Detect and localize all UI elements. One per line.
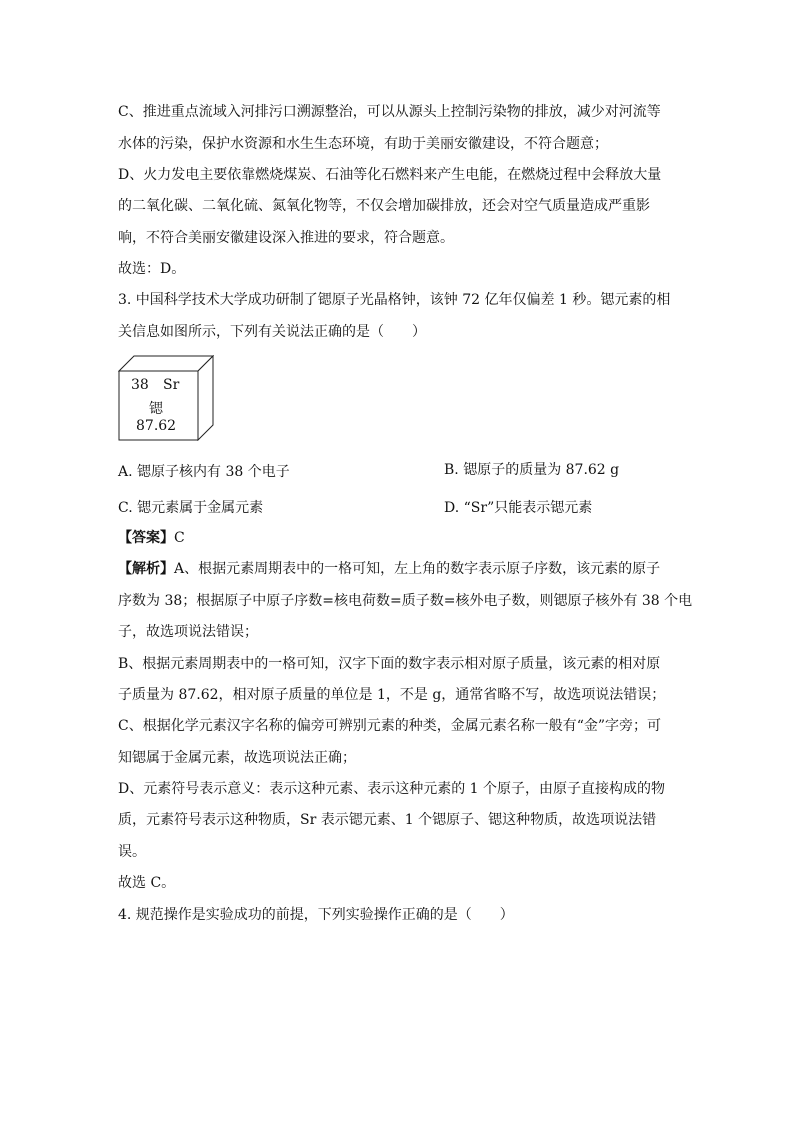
analysis-line: 子，故选项说法错误； (118, 624, 258, 640)
analysis-line: C、根据化学元素汉字名称的偏旁可辨别元素的种类，金属元素名称一般有“金”字旁；可 (118, 718, 662, 734)
analysis-label: 【解析】 (118, 561, 174, 577)
text-line: 的二氧化碳、二氧化硫、氮氧化物等，不仅会增加碳排放，还会对空气质量造成严重影 (118, 198, 650, 214)
analysis-line: 序数为 38；根据原子中原子序数=核电荷数=质子数=核外电子数，则锶原子核外有 38 个电 (118, 593, 693, 609)
analysis-line: D、元素符号表示意义：表示这种元素、表示这种元素的 1 个原子，由原子直接构成的物 (118, 781, 666, 797)
text-line: C、推进重点流域入河排污口溯源整治，可以从源头上控制污染物的排放，减少对河流等 (118, 104, 661, 120)
option-c: C. 锶元素属于金属元素 (118, 500, 264, 516)
analysis-line: 知锶属于金属元素，故选项说法正确； (118, 750, 356, 766)
text-line: D、火力发电主要依靠燃烧煤炭、石油等化石燃料来产生电能，在燃烧过程中会释放大量 (118, 167, 662, 183)
analysis-line: 误。 (118, 844, 146, 860)
option-a: A. 锶原子核内有 38 个电子 (118, 464, 290, 480)
answer-value: C (174, 530, 185, 546)
analysis-line (118, 559, 660, 579)
analysis-line: 质，元素符号表示这种物质，Sr 表示锶元素、1 个锶原子、锶这种物质，故选项说法错 (118, 812, 657, 828)
answer-label: 【答案】 (118, 530, 174, 546)
element-name: 锶 (149, 401, 163, 417)
answer-line (118, 528, 185, 548)
option-b: B. 锶原子的质量为 87.62 g (444, 462, 620, 478)
option-d: D. “Sr”只能表示锶元素 (444, 500, 593, 516)
atomic-mass: 87.62 (136, 418, 177, 434)
atomic-number: 38 (131, 377, 149, 393)
text-line: 响，不符合美丽安徽建设深入推进的要求，符合题意。 (118, 230, 454, 246)
element-symbol: Sr (163, 377, 180, 393)
text-line: 故选：D。 (118, 261, 186, 277)
conclusion-line: 故选 C。 (118, 875, 176, 891)
question-3-line: 关信息如图所示，下列有关说法正确的是（ ） (118, 324, 426, 340)
question-3-line: 3. 中国科学技术大学成功研制了锶原子光晶格钟，该钟 72 亿年仅偏差 1 秒。锶元素的相 (118, 292, 671, 308)
question-4-line: 4. 规范操作是实验成功的前提，下列实验操作正确的是（ ） (118, 907, 514, 923)
text-line: 水体的污染，保护水资源和水生生态环境，有助于美丽安徽建设，不符合题意； (118, 136, 608, 152)
element-card-figure (118, 355, 214, 441)
analysis-line: 子质量为 87.62，相对原子质量的单位是 1，不是 g，通常省略不写，故选项说法错误； (118, 687, 666, 703)
analysis-line: B、根据元素周期表中的一格可知，汉字下面的数字表示相对原子质量，该元素的相对原 (118, 656, 661, 672)
analysis-text: A、根据元素周期表中的一格可知，左上角的数字表示原子序数，该元素的原子 (174, 561, 661, 577)
